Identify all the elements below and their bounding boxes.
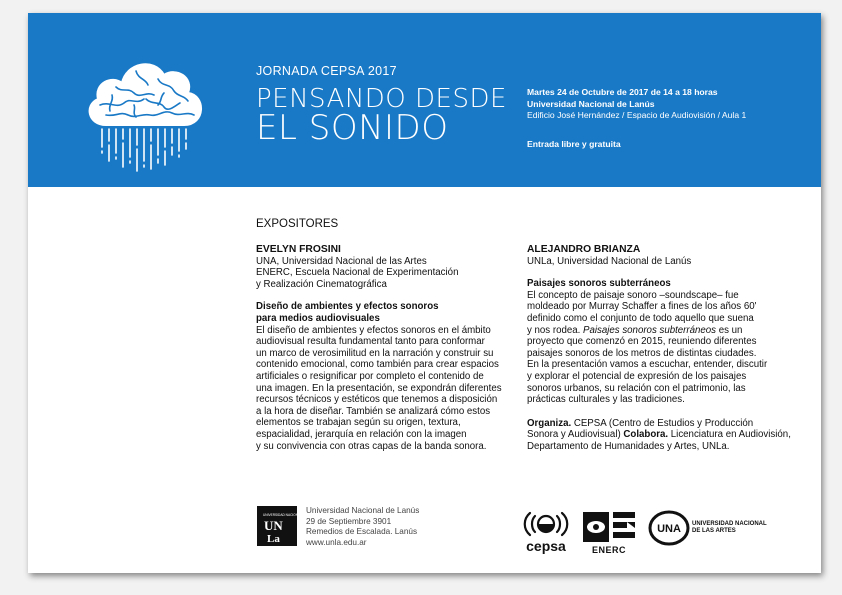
speaker-2-talk-title: Paisajes sonoros subterráneos [527, 278, 671, 290]
una-name-line-1: UNIVERSIDAD NACIONAL [692, 521, 767, 527]
abstract-line: contenido emocional, como también para crear espacios [256, 359, 499, 371]
unla-address [306, 506, 419, 548]
abstract-line: y explorar el potencial de expresión de los paisajes [527, 370, 747, 382]
abstract-line: elementos se trabajan según su origen, textura, [256, 417, 461, 429]
abstract-line: El concepto de paisaje sonoro –soundscape– fue [527, 289, 739, 301]
event-venue: Edificio José Hernández / Espacio de Audiovisión / Aula 1 [527, 110, 747, 120]
sound-cloud-icon [76, 43, 211, 178]
event-date: Martes 24 de Octubre de 2017 de 14 a 18 horas [527, 87, 718, 97]
speaker-2-column [527, 244, 795, 453]
una-name [692, 521, 767, 536]
project-title: Paisajes sonoros subterráneos [583, 324, 717, 336]
abstract-line: definido como el conjunto de todo aquello que suena [527, 312, 754, 324]
cepsa-logo-text: cepsa [526, 538, 566, 554]
flyer-card [28, 13, 821, 573]
abstract-text: es un [716, 324, 743, 336]
cepsa-logo [520, 509, 572, 555]
abstract-line: una imagen. En la presentación, se expondrán diferentes [256, 382, 502, 394]
abstract-line: recursos técnicos y estéticos que tenemos a disposición [256, 394, 498, 406]
abstract-line: El diseño de ambientes y efectos sonoros en el ámbito [256, 324, 491, 336]
enerc-logo [581, 510, 637, 556]
speaker-1-affiliation-1: UNA, Universidad Nacional de las Artes [256, 255, 427, 267]
speaker-1-talk-title-2: para medios audiovisuales [256, 312, 380, 324]
organizers-line [527, 418, 795, 430]
organizers [527, 418, 795, 453]
organizers-line [527, 429, 795, 441]
unla-website: www.unla.edu.ar [306, 537, 367, 547]
abstract-line: y su convivencia con otras capas de la banda sonora. [256, 440, 487, 452]
abstract-line: prácticas culturales y las tradiciones. [527, 394, 685, 406]
unla-logo-text-un: UN [264, 518, 283, 533]
abstract-line: moldeado por Murray Schaffer a fines de los años 60' [527, 301, 757, 313]
event-info [527, 87, 746, 150]
title-line-2: EL SONIDO [256, 108, 449, 148]
unla-logo-small-text: UNIVERSIDAD NACIONAL DE LANÚS [263, 513, 319, 517]
enerc-logo-text: ENERC [591, 545, 627, 555]
organiza-text: CEPSA (Centro de Estudios y Producción [571, 417, 754, 429]
unla-logo-mark [257, 506, 319, 546]
abstract-line: audiovisual resulta fundamental tanto para conformar [256, 336, 485, 348]
speaker-2-name: ALEJANDRO BRIANZA [527, 244, 641, 255]
abstract-line: proyecto que comenzó en 2015, reuniendo diferentes [527, 336, 757, 348]
una-logo-mark: UNA [657, 523, 681, 535]
speaker-2-abstract [527, 290, 795, 406]
unla-logo [257, 506, 319, 546]
speaker-1-affiliation-2: ENERC, Escuela Nacional de Experimentación [256, 267, 459, 279]
organizers-line: Departamento de Humanidades y Artes, UNLa. [527, 440, 730, 452]
event-university: Universidad Nacional de Lanús [527, 98, 655, 109]
abstract-text: y nos rodea. [527, 324, 584, 336]
abstract-line: paisajes sonoros de los metros de distintas ciudades. [527, 347, 757, 359]
abstract-line: a la hora de diseñar. También se analizará cómo estos [256, 405, 491, 417]
title-line-1: PENSANDO DESDE [256, 84, 507, 114]
speaker-1-name: EVELYN FROSINI [256, 244, 341, 255]
event-label: JORNADA CEPSA 2017 [256, 64, 397, 78]
abstract-line: artificiales o resignificar por completo el contenido de [256, 370, 484, 382]
speaker-1-column [256, 244, 526, 452]
abstract-line: espacialidad, jerarquía en relación con la imagen [256, 428, 467, 440]
colabora-text: Licenciatura en Audiovisión, [668, 429, 791, 441]
unla-city: Remedios de Escalada. Lanús [306, 527, 418, 537]
unla-street: 29 de Septiembre 3901 [306, 516, 392, 526]
una-name-line-2: DE LAS ARTES [692, 528, 736, 535]
abstract-line: un marco de verosimilitud en la narración y construir su [256, 347, 494, 359]
una-logo [648, 510, 690, 546]
colabora-label: Colabora. [623, 429, 669, 441]
speaker-2-affiliation: UNLa, Universidad Nacional de Lanús [527, 255, 692, 267]
header-banner [28, 13, 821, 187]
unla-name: Universidad Nacional de Lanús [306, 506, 420, 515]
abstract-line [527, 325, 795, 337]
speaker-1-affiliation-3: y Realización Cinematográfica [256, 278, 387, 290]
event-admission: Entrada libre y gratuita [527, 138, 621, 149]
speaker-1-abstract [256, 325, 526, 453]
unla-logo-text-la: La [267, 533, 280, 545]
organiza-text: Sonora y Audiovisual) [527, 429, 624, 441]
section-title: EXPOSITORES [256, 218, 339, 230]
abstract-line: En la presentación vamos a escuchar, entender, discutir [527, 359, 768, 371]
abstract-line: sonoros urbanos, su relación con el patrimonio, las [527, 382, 746, 394]
speaker-1-talk-title-1: Diseño de ambientes y efectos sonoros [256, 301, 439, 313]
organiza-label: Organiza. [527, 417, 572, 429]
